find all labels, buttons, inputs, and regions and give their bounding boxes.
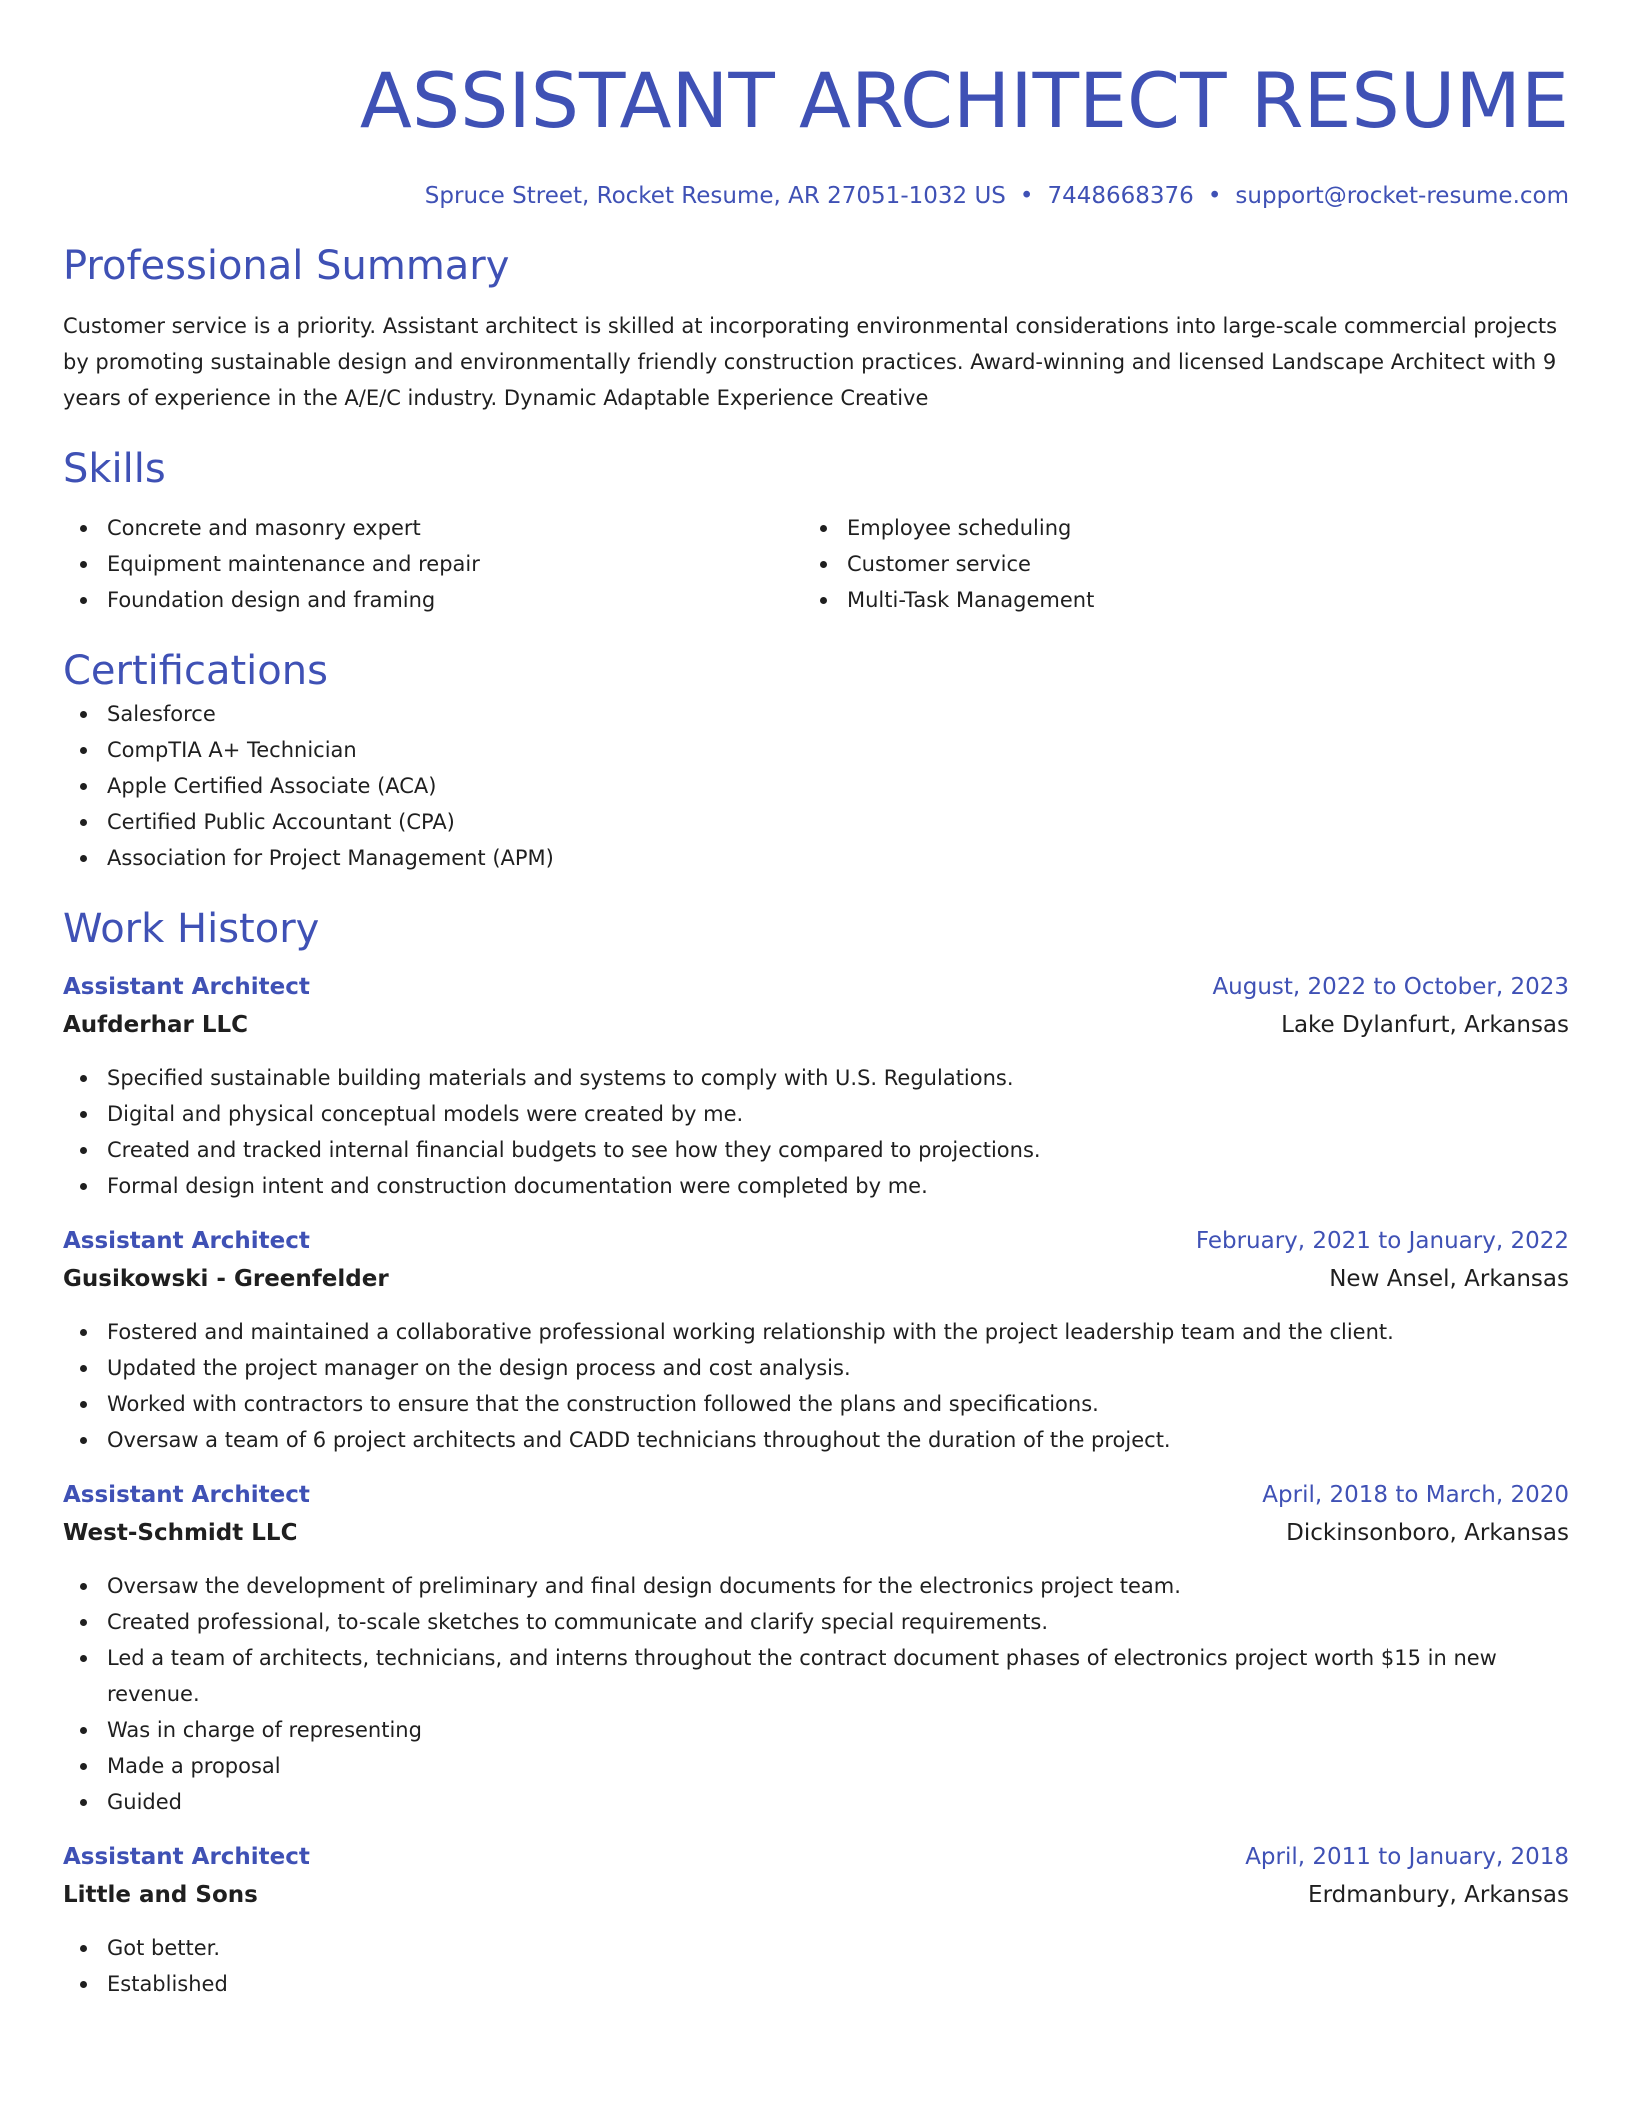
job-bullet: Fostered and maintained a collaborative professional working relationship with the project leadership team and the client.: [63, 1314, 1569, 1350]
summary-heading: Professional Summary: [63, 243, 510, 289]
certification-item: Apple Certified Associate (ACA): [63, 768, 1569, 804]
job-company: Gusikowski - Greenfelder: [63, 1266, 389, 1292]
job-company-row: [63, 1514, 1569, 1552]
contact-separator: •: [1207, 183, 1222, 209]
skills-column-right: [803, 510, 1543, 618]
certification-item: Certified Public Accountant (CPA): [63, 804, 1569, 840]
job-bullet: Guided: [63, 1784, 1569, 1820]
job-title: Assistant Architect: [63, 1228, 310, 1254]
job-entry: [63, 968, 1569, 1204]
job-header-row: [63, 1838, 1569, 1876]
job-bullets: [63, 1314, 1569, 1458]
contact-phone: 7448668376: [1047, 183, 1194, 209]
job-company: Aufderhar LLC: [63, 1012, 249, 1038]
work-history-heading: Work History: [63, 906, 320, 952]
contact-line: [63, 181, 1569, 211]
job-location: New Ansel, Arkansas: [1329, 1266, 1569, 1292]
job-entry: [63, 1222, 1569, 1458]
job-bullets: [63, 1060, 1569, 1204]
job-company: West-Schmidt LLC: [63, 1520, 298, 1546]
skills-heading: Skills: [63, 446, 166, 492]
skill-item: Multi-Task Management: [803, 582, 1543, 618]
job-company-row: [63, 1260, 1569, 1298]
job-company: Little and Sons: [63, 1882, 258, 1908]
job-title: Assistant Architect: [63, 1482, 310, 1508]
skill-item: Customer service: [803, 546, 1543, 582]
job-bullet: Made a proposal: [63, 1748, 1569, 1784]
job-bullet: Updated the project manager on the design process and cost analysis.: [63, 1350, 1569, 1386]
skills-column-left: [63, 510, 803, 618]
contact-email[interactable]: support@rocket-resume.com: [1235, 183, 1569, 209]
job-bullet: Oversaw a team of 6 project architects and CADD technicians throughout the duration of the project.: [63, 1422, 1569, 1458]
job-company-row: [63, 1006, 1569, 1044]
contact-address: Spruce Street, Rocket Resume, AR 27051-1032 US: [424, 183, 1006, 209]
job-bullet: Created professional, to-scale sketches to communicate and clarify special requirements.: [63, 1604, 1569, 1640]
job-dates: April, 2018 to March, 2020: [1262, 1482, 1569, 1508]
certification-item: CompTIA A+ Technician: [63, 732, 1569, 768]
certifications-heading: Certifications: [63, 648, 328, 694]
job-bullet: Was in charge of representing: [63, 1712, 1569, 1748]
job-bullets: [63, 1930, 1569, 2002]
certification-item: Association for Project Management (APM): [63, 840, 1569, 876]
job-bullet: Formal design intent and construction documentation were completed by me.: [63, 1168, 1569, 1204]
job-location: Dickinsonboro, Arkansas: [1286, 1520, 1569, 1546]
skill-item: Concrete and masonry expert: [63, 510, 803, 546]
skill-item: Employee scheduling: [803, 510, 1543, 546]
job-location: Lake Dylanfurt, Arkansas: [1281, 1012, 1569, 1038]
job-header-row: [63, 1222, 1569, 1260]
job-header-row: [63, 968, 1569, 1006]
job-bullet: Specified sustainable building materials and systems to comply with U.S. Regulations.: [63, 1060, 1569, 1096]
job-bullet: Worked with contractors to ensure that the construction followed the plans and specifications.: [63, 1386, 1569, 1422]
job-dates: August, 2022 to October, 2023: [1212, 974, 1569, 1000]
job-title: Assistant Architect: [63, 974, 310, 1000]
job-title: Assistant Architect: [63, 1844, 310, 1870]
resume-header: [63, 0, 1569, 211]
job-bullet: Created and tracked internal financial budgets to see how they compared to projections.: [63, 1132, 1569, 1168]
job-location: Erdmanbury, Arkansas: [1308, 1882, 1569, 1908]
resume-title: ASSISTANT ARCHITECT RESUME: [359, 56, 1569, 145]
summary-text: Customer service is a priority. Assistant architect is skilled at incorporating environmental considerations into large-scale commercial projects by promoting sustainable design and environmentally friendly construction practices. Award-winning and licensed Landscape Architect with 9 years of experience in the A/E/C industry. Dynamic Adaptable Experience Creative: [63, 314, 1558, 410]
job-dates: April, 2011 to January, 2018: [1245, 1844, 1569, 1870]
certification-item: Salesforce: [63, 696, 1569, 732]
skill-item: Equipment maintenance and repair: [63, 546, 803, 582]
skills-list-right: [803, 510, 1543, 618]
job-entry: [63, 1838, 1569, 2002]
job-company-row: [63, 1876, 1569, 1914]
job-bullet: Digital and physical conceptual models were created by me.: [63, 1096, 1569, 1132]
job-bullet: Led a team of architects, technicians, and interns throughout the contract document phases of electronics project worth $15 in new revenue.: [63, 1640, 1569, 1712]
contact-separator: •: [1019, 183, 1034, 209]
job-bullets: [63, 1568, 1569, 1820]
job-entry: [63, 1476, 1569, 1820]
skills-grid: [63, 510, 1569, 618]
skill-item: Foundation design and framing: [63, 582, 803, 618]
job-header-row: [63, 1476, 1569, 1514]
job-bullet: Established: [63, 1966, 1569, 2002]
skills-list-left: [63, 510, 803, 618]
certifications-list: [63, 696, 1569, 876]
job-bullet: Oversaw the development of preliminary and final design documents for the electronics project team.: [63, 1568, 1569, 1604]
job-dates: February, 2021 to January, 2022: [1195, 1228, 1569, 1254]
job-bullet: Got better.: [63, 1930, 1569, 1966]
